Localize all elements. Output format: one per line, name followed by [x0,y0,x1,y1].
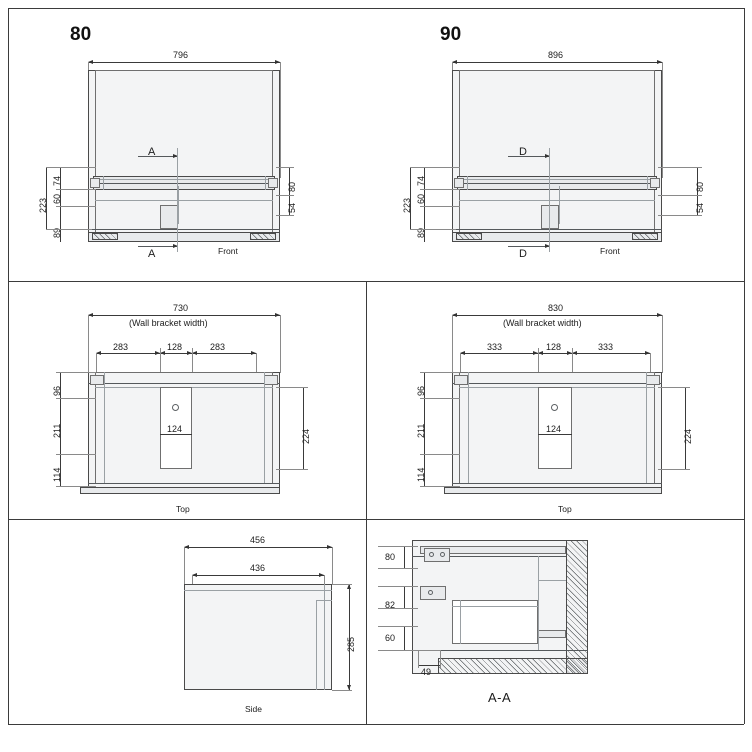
drain-hole [551,404,558,411]
fixing-hole-3 [428,590,433,595]
dim-line-82 [404,586,405,608]
bracket-left [454,375,468,385]
dim-96: 96 [52,385,62,396]
dim-60: 60 [52,193,62,204]
dim-80: 80 [287,181,297,192]
divider-vertical [366,281,367,724]
back-rail [444,487,662,494]
dim-82: 82 [385,600,396,610]
dim-224: 224 [301,428,311,444]
dim-54: 54 [287,202,297,213]
dim-896: 896 [548,50,564,60]
dim-224: 224 [683,428,693,444]
sheet-title-right: 90 [440,24,462,45]
wall-bracket-lower [420,586,446,600]
divider-3 [8,724,744,725]
dim-211: 211 [416,423,426,438]
dim-80: 80 [385,552,396,562]
side-outline [184,584,332,690]
section-mark-top-a: A [148,146,156,158]
section-mark-bottom-d: D [519,248,527,260]
dim-line-436 [192,575,324,576]
caption-section-aa: A-A [488,690,512,705]
divider-1 [8,281,744,282]
sheet-border-left [8,8,9,724]
drain-hole [172,404,179,411]
note-wall-bracket-width: (Wall bracket width) [503,318,582,328]
dim-line-124 [538,434,572,435]
dim-74: 74 [52,175,62,186]
foot-left [92,233,118,240]
dim-line-830 [452,315,662,316]
dim-line-796 [88,62,280,63]
dim-54: 54 [695,202,705,213]
dim-223: 223 [38,197,48,213]
wall-bracket [424,548,450,562]
dim-74: 74 [416,175,426,186]
dim-456: 456 [250,535,266,545]
dim-796: 796 [173,50,189,60]
caption-front-right: Front [600,246,620,256]
dim-60: 60 [385,633,396,643]
dim-line-283-right [192,353,256,354]
drawer-runner [538,630,566,638]
siphon-notch [160,205,178,229]
dim-223: 223 [402,197,412,213]
dim-line-333-left [460,353,538,354]
dim-211: 211 [52,423,62,438]
dim-96: 96 [416,385,426,396]
dim-line-730 [88,315,280,316]
dim-line-896 [452,62,662,63]
runner-left [454,178,464,188]
dim-124: 124 [167,424,183,434]
dim-line-333-right [572,353,650,354]
caption-top-left: Top [176,504,190,514]
dim-333-left: 333 [487,342,503,352]
dim-89: 89 [416,227,426,238]
dim-line-49 [418,665,440,666]
runner-left [90,178,100,188]
dim-283-left: 283 [113,342,129,352]
dim-49: 49 [421,667,432,677]
section-mark-top-d: D [519,146,527,158]
dim-line-124 [160,434,192,435]
foot-left [456,233,482,240]
caption-side: Side [245,704,263,714]
sheet-border-right [744,8,745,724]
dim-128: 128 [167,342,183,352]
dim-124: 124 [546,424,562,434]
caption-top-right: Top [558,504,572,514]
dim-114: 114 [416,467,426,482]
fixing-hole-2 [440,552,445,557]
bracket-right [646,375,660,385]
siphon-notch [541,205,559,229]
dim-114: 114 [52,467,62,482]
caption-front-left: Front [218,246,238,256]
dim-333-right: 333 [598,342,614,352]
section-mark-bottom-a: A [148,248,156,260]
dim-60: 60 [416,193,426,204]
divider-2 [8,519,744,520]
dim-line-283-left [96,353,160,354]
sheet-border-top [8,8,744,9]
dim-730: 730 [173,303,189,313]
base-hatch [438,658,588,674]
note-wall-bracket-width: (Wall bracket width) [129,318,208,328]
dim-283-right: 283 [210,342,226,352]
dim-285: 285 [346,636,356,652]
dim-80: 80 [695,181,705,192]
base-plinth [452,232,662,242]
dim-830: 830 [548,303,564,313]
dim-128: 128 [546,342,562,352]
dim-436: 436 [250,563,266,573]
dim-line-60 [404,626,405,650]
dim-line-80 [404,546,405,568]
fixing-hole [429,552,434,557]
dim-line-456 [184,547,332,548]
foot-right [632,233,658,240]
sheet-title-left: 80 [70,24,92,45]
back-rail [80,487,280,494]
foot-right [250,233,276,240]
dim-89: 89 [52,227,62,238]
bracket-right [264,375,278,385]
bracket-left [90,375,104,385]
wall-hatch [566,540,588,674]
runner-right [268,178,278,188]
runner-right [650,178,660,188]
cabinet-inner-outline [95,70,273,235]
